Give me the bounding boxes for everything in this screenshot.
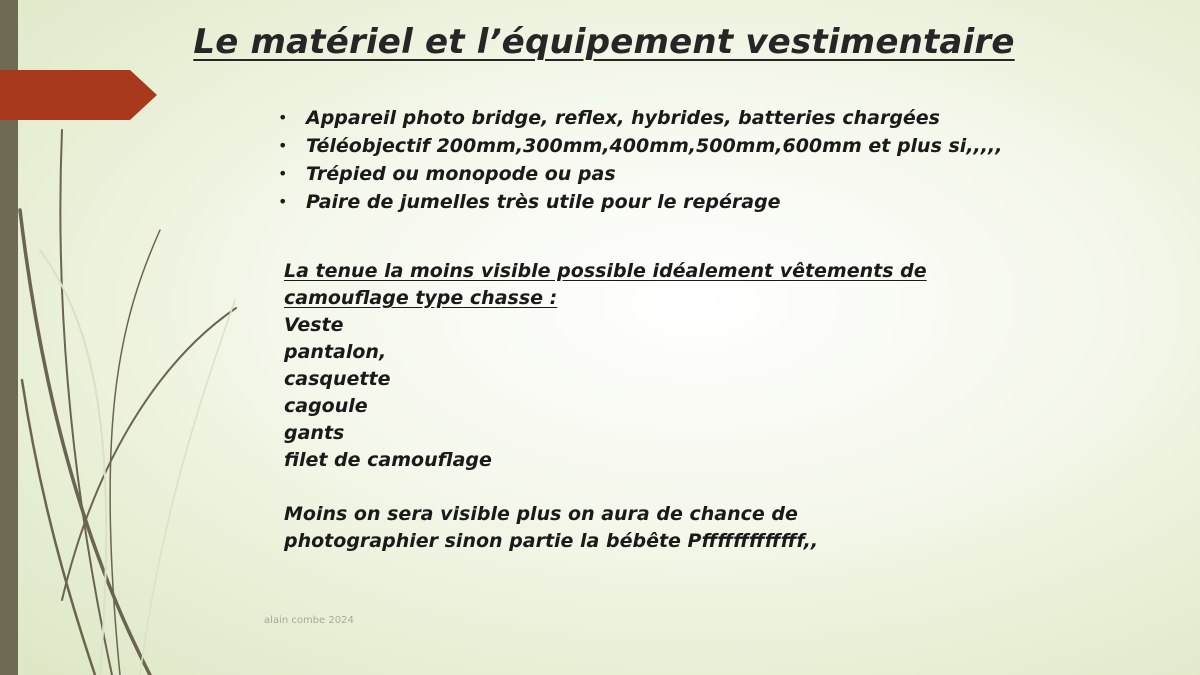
slide-title: Le matériel et l’équipement vestimentaire — [193, 22, 1015, 62]
stem-3 — [60, 130, 112, 675]
clothing-item: gants — [284, 422, 345, 444]
bullet-icon: • — [278, 108, 288, 127]
stem-4 — [62, 308, 236, 600]
clothing-item: cagoule — [284, 395, 368, 417]
clothing-heading-line1: La tenue la moins visible possible idéalement vêtements de — [284, 260, 927, 282]
clothing-heading-line2: camouflage type chasse : — [284, 287, 558, 309]
stem-1 — [20, 210, 150, 675]
list-item-text: Paire de jumelles très utile pour le repérage — [306, 191, 781, 213]
list-item-text: Appareil photo bridge, reflex, hybrides, batteries chargées — [306, 107, 940, 129]
clothing-section — [284, 258, 984, 555]
list-item-text: Trépied ou monopode ou pas — [306, 163, 616, 185]
clothing-item: casquette — [284, 368, 391, 390]
stem-light-2 — [140, 300, 235, 675]
list-item — [278, 104, 1002, 132]
list-item — [278, 160, 1002, 188]
bullet-icon: • — [278, 192, 288, 211]
list-item-text: Téléobjectif 200mm,300mm,400mm,500mm,600mm et plus si,,,,, — [306, 135, 1003, 157]
bullet-icon: • — [278, 136, 288, 155]
list-item — [278, 188, 1002, 216]
clothing-item: Veste — [284, 314, 344, 336]
closing-line1: Moins on sera visible plus on aura de chance de — [284, 503, 798, 525]
equipment-list — [278, 104, 1002, 216]
stem-5 — [110, 230, 160, 675]
clothing-item: pantalon, — [284, 341, 387, 363]
closing-line2: photographier sinon partie la bébête Pfffffffffffff,, — [284, 530, 819, 552]
clothing-item: filet de camouflage — [284, 449, 492, 471]
stem-2 — [22, 380, 95, 675]
list-item — [278, 132, 1002, 160]
left-accent-bar — [0, 0, 18, 675]
footer-credit: alain combe 2024 — [264, 615, 354, 626]
bullet-icon: • — [278, 164, 288, 183]
stem-light-1 — [40, 250, 106, 675]
spacer — [284, 474, 984, 501]
